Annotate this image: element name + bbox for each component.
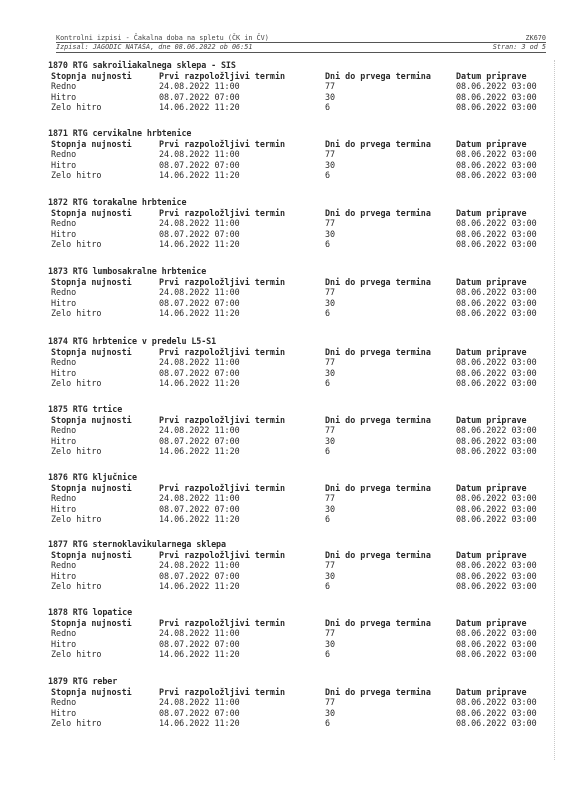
table-cell: 24.08.2022 11:00 [159,628,240,639]
column-header: Prvi razpoložljivi termin [159,686,286,697]
table-cell: 77 [325,425,336,436]
column-header: Datum priprave [456,207,527,218]
table-cell: 08.06.2022 03:00 [456,446,537,457]
table-cell: 08.06.2022 03:00 [456,425,537,436]
table-cell: 77 [325,560,336,571]
table-header [48,139,554,150]
table-cell: 08.06.2022 03:00 [456,718,537,729]
column-header: Prvi razpoložljivi termin [159,276,286,287]
table-row [48,368,554,379]
table-row [48,628,554,639]
table-cell: Redno [51,560,77,571]
exam-section [48,60,554,113]
exam-section [48,607,554,660]
table-cell: 6 [325,649,331,660]
table-cell: 08.06.2022 03:00 [456,239,537,250]
table-cell: Zelo hitro [51,514,102,525]
table-row [48,639,554,650]
table-cell: 08.06.2022 03:00 [456,560,537,571]
table-row [48,649,554,660]
table-cell: 30 [325,707,336,718]
table-cell: 24.08.2022 11:00 [159,218,240,229]
table-cell: 14.06.2022 11:20 [159,649,240,660]
table-cell: 30 [325,570,336,581]
table-cell: 77 [325,697,336,708]
exam-section [48,266,554,319]
table-header [48,687,554,698]
table-cell: Zelo hitro [51,581,102,592]
exam-title: 1870 RTG sakroiliakalnega sklepa - SIS [48,60,236,70]
table-cell: 24.08.2022 11:00 [159,560,240,571]
table-cell: 08.06.2022 03:00 [456,638,537,649]
table-row [48,308,554,319]
table-cell: 08.07.2022 07:00 [159,570,240,581]
table-cell: 08.07.2022 07:00 [159,435,240,446]
table-row [48,239,554,250]
table-cell: Redno [51,493,77,504]
table-cell: 08.06.2022 03:00 [456,503,537,514]
table-cell: Redno [51,218,77,229]
column-header: Stopnja nujnosti [51,549,132,560]
table-row [48,560,554,571]
table-cell: Hitro [51,159,77,170]
column-header: Stopnja nujnosti [51,70,132,81]
table-cell: 08.06.2022 03:00 [456,170,537,181]
table-header [48,277,554,288]
table-cell: Redno [51,287,77,298]
table-cell: Zelo hitro [51,239,102,250]
table-cell: 08.06.2022 03:00 [456,707,537,718]
exam-title: 1872 RTG torakalne hrbtenice [48,197,187,207]
exam-title: 1875 RTG trtice [48,404,123,414]
table-cell: 77 [325,493,336,504]
table-cell: Zelo hitro [51,446,102,457]
table-cell: Hitro [51,570,77,581]
table-cell: Zelo hitro [51,649,102,660]
table-row [48,436,554,447]
column-header: Datum priprave [456,617,527,628]
table-cell: 08.06.2022 03:00 [456,570,537,581]
table-cell: 08.07.2022 07:00 [159,707,240,718]
table-cell: 14.06.2022 11:20 [159,378,240,389]
exam-section [48,539,554,592]
column-header: Datum priprave [456,138,527,149]
table-cell: Redno [51,697,77,708]
column-header: Stopnja nujnosti [51,276,132,287]
table-cell: 08.06.2022 03:00 [456,159,537,170]
column-header: Stopnja nujnosti [51,207,132,218]
exam-section [48,404,554,457]
table-row [48,218,554,229]
table-cell: Hitro [51,91,77,102]
table-cell: 08.06.2022 03:00 [456,649,537,660]
table-cell: Redno [51,425,77,436]
table-cell: 77 [325,218,336,229]
column-header: Stopnja nujnosti [51,482,132,493]
table-cell: 08.07.2022 07:00 [159,91,240,102]
table-cell: Redno [51,81,77,92]
exam-section [48,676,554,729]
table-cell: 08.06.2022 03:00 [456,308,537,319]
table-cell: 30 [325,297,336,308]
table-cell: Hitro [51,707,77,718]
table-row [48,571,554,582]
table-row [48,493,554,504]
table-cell: Hitro [51,297,77,308]
column-header: Stopnja nujnosti [51,346,132,357]
table-cell: 24.08.2022 11:00 [159,425,240,436]
table-cell: Zelo hitro [51,378,102,389]
table-cell: 08.06.2022 03:00 [456,81,537,92]
exam-title: 1876 RTG ključnice [48,472,137,482]
table-cell: Hitro [51,367,77,378]
table-cell: Zelo hitro [51,170,102,181]
table-header [48,550,554,561]
exam-title: 1871 RTG cervikalne hrbtenice [48,128,192,138]
exam-title: 1877 RTG sternoklavikularnega sklepa [48,539,226,549]
table-cell: 08.06.2022 03:00 [456,697,537,708]
table-cell: 14.06.2022 11:20 [159,239,240,250]
exam-title: 1873 RTG lumbosakralne hrbtenice [48,266,207,276]
column-header: Stopnja nujnosti [51,617,132,628]
report-subheader [56,43,546,51]
table-row [48,425,554,436]
column-header: Dni do prvega termina [325,207,431,218]
column-header: Datum priprave [456,346,527,357]
table-cell: Zelo hitro [51,102,102,113]
column-header: Datum priprave [456,414,527,425]
page-number: Stran: 3 od 5 [492,43,546,51]
table-cell: 14.06.2022 11:20 [159,102,240,113]
table-cell: 08.06.2022 03:00 [456,297,537,308]
table-row [48,102,554,113]
table-cell: 08.07.2022 07:00 [159,638,240,649]
table-cell: 6 [325,308,331,319]
table-cell: 08.06.2022 03:00 [456,149,537,160]
table-cell: 30 [325,91,336,102]
table-cell: 77 [325,628,336,639]
table-cell: Zelo hitro [51,308,102,319]
column-header: Dni do prvega termina [325,686,431,697]
column-header: Prvi razpoložljivi termin [159,482,286,493]
table-header [48,483,554,494]
column-header: Datum priprave [456,70,527,81]
exam-section [48,336,554,389]
table-cell: 14.06.2022 11:20 [159,308,240,319]
table-row [48,229,554,240]
column-header: Dni do prvega termina [325,414,431,425]
table-cell: 77 [325,357,336,368]
table-row [48,708,554,719]
table-cell: 30 [325,435,336,446]
table-cell: 14.06.2022 11:20 [159,446,240,457]
header-rule-bottom [56,52,546,53]
table-row [48,378,554,389]
column-header: Dni do prvega termina [325,549,431,560]
column-header: Dni do prvega termina [325,346,431,357]
column-header: Datum priprave [456,276,527,287]
table-row [48,504,554,515]
exam-section [48,472,554,525]
table-cell: 08.06.2022 03:00 [456,228,537,239]
column-header: Prvi razpoložljivi termin [159,207,286,218]
table-cell: 08.06.2022 03:00 [456,435,537,446]
column-header: Stopnja nujnosti [51,138,132,149]
table-cell: 14.06.2022 11:20 [159,514,240,525]
exam-title: 1879 RTG reber [48,676,118,686]
table-cell: Redno [51,357,77,368]
table-cell: 08.06.2022 03:00 [456,628,537,639]
table-cell: 24.08.2022 11:00 [159,357,240,368]
table-row [48,160,554,171]
table-cell: 6 [325,170,331,181]
table-cell: 08.06.2022 03:00 [456,493,537,504]
scan-edge [554,60,556,760]
table-cell: 30 [325,228,336,239]
table-cell: Hitro [51,435,77,446]
column-header: Prvi razpoložljivi termin [159,549,286,560]
table-cell: 6 [325,718,331,729]
table-header [48,415,554,426]
column-header: Prvi razpoložljivi termin [159,346,286,357]
table-cell: 08.07.2022 07:00 [159,159,240,170]
table-cell: 08.06.2022 03:00 [456,514,537,525]
table-row [48,718,554,729]
column-header: Prvi razpoložljivi termin [159,414,286,425]
table-cell: 77 [325,149,336,160]
column-header: Datum priprave [456,686,527,697]
table-row [48,149,554,160]
table-cell: 08.07.2022 07:00 [159,367,240,378]
column-header: Prvi razpoložljivi termin [159,138,286,149]
table-cell: 08.06.2022 03:00 [456,357,537,368]
table-cell: 24.08.2022 11:00 [159,81,240,92]
report-title: Kontrolni izpisi - Čakalna doba na spletu (ČK in ČV) [56,34,269,42]
table-row [48,581,554,592]
report-header [56,34,546,42]
table-row [48,357,554,368]
table-cell: 08.07.2022 07:00 [159,228,240,239]
column-header: Dni do prvega termina [325,138,431,149]
table-cell: 08.06.2022 03:00 [456,367,537,378]
table-cell: 24.08.2022 11:00 [159,149,240,160]
table-cell: Hitro [51,503,77,514]
table-cell: 30 [325,367,336,378]
column-header: Dni do prvega termina [325,482,431,493]
column-header: Prvi razpoložljivi termin [159,70,286,81]
table-header [48,208,554,219]
table-row [48,81,554,92]
column-header: Dni do prvega termina [325,276,431,287]
table-row [48,92,554,103]
table-cell: 6 [325,102,331,113]
table-cell: 30 [325,503,336,514]
table-cell: 6 [325,581,331,592]
table-cell: Hitro [51,638,77,649]
table-cell: 14.06.2022 11:20 [159,581,240,592]
column-header: Stopnja nujnosti [51,686,132,697]
column-header: Dni do prvega termina [325,617,431,628]
table-header [48,618,554,629]
table-cell: 24.08.2022 11:00 [159,287,240,298]
table-cell: 6 [325,239,331,250]
table-row [48,446,554,457]
table-cell: 77 [325,81,336,92]
table-cell: 6 [325,378,331,389]
column-header: Prvi razpoložljivi termin [159,617,286,628]
table-cell: 08.07.2022 07:00 [159,297,240,308]
table-row [48,298,554,309]
table-row [48,170,554,181]
table-cell: 24.08.2022 11:00 [159,697,240,708]
table-row [48,287,554,298]
table-cell: Zelo hitro [51,718,102,729]
table-header [48,347,554,358]
table-cell: 24.08.2022 11:00 [159,493,240,504]
table-cell: 14.06.2022 11:20 [159,718,240,729]
printed-by: Izpisal: JAGODIC NATAŠA, dne 08.06.2022 ob 06:51 [56,43,253,51]
report-code: ZK670 [525,34,546,42]
exam-title: 1874 RTG hrbtenice v predelu L5-S1 [48,336,217,346]
table-cell: 08.06.2022 03:00 [456,581,537,592]
exam-section [48,197,554,250]
table-cell: 08.06.2022 03:00 [456,91,537,102]
table-cell: 77 [325,287,336,298]
table-cell: 14.06.2022 11:20 [159,170,240,181]
table-cell: Redno [51,149,77,160]
exam-section [48,128,554,181]
table-cell: Redno [51,628,77,639]
column-header: Datum priprave [456,482,527,493]
table-cell: 08.06.2022 03:00 [456,378,537,389]
table-cell: Hitro [51,228,77,239]
table-cell: 08.06.2022 03:00 [456,287,537,298]
column-header: Datum priprave [456,549,527,560]
table-cell: 6 [325,514,331,525]
table-cell: 08.06.2022 03:00 [456,102,537,113]
table-cell: 30 [325,159,336,170]
exam-title: 1878 RTG lopatice [48,607,133,617]
table-cell: 08.06.2022 03:00 [456,218,537,229]
table-cell: 08.07.2022 07:00 [159,503,240,514]
column-header: Dni do prvega termina [325,70,431,81]
table-row [48,697,554,708]
table-header [48,71,554,82]
table-cell: 30 [325,638,336,649]
table-cell: 6 [325,446,331,457]
table-row [48,514,554,525]
column-header: Stopnja nujnosti [51,414,132,425]
